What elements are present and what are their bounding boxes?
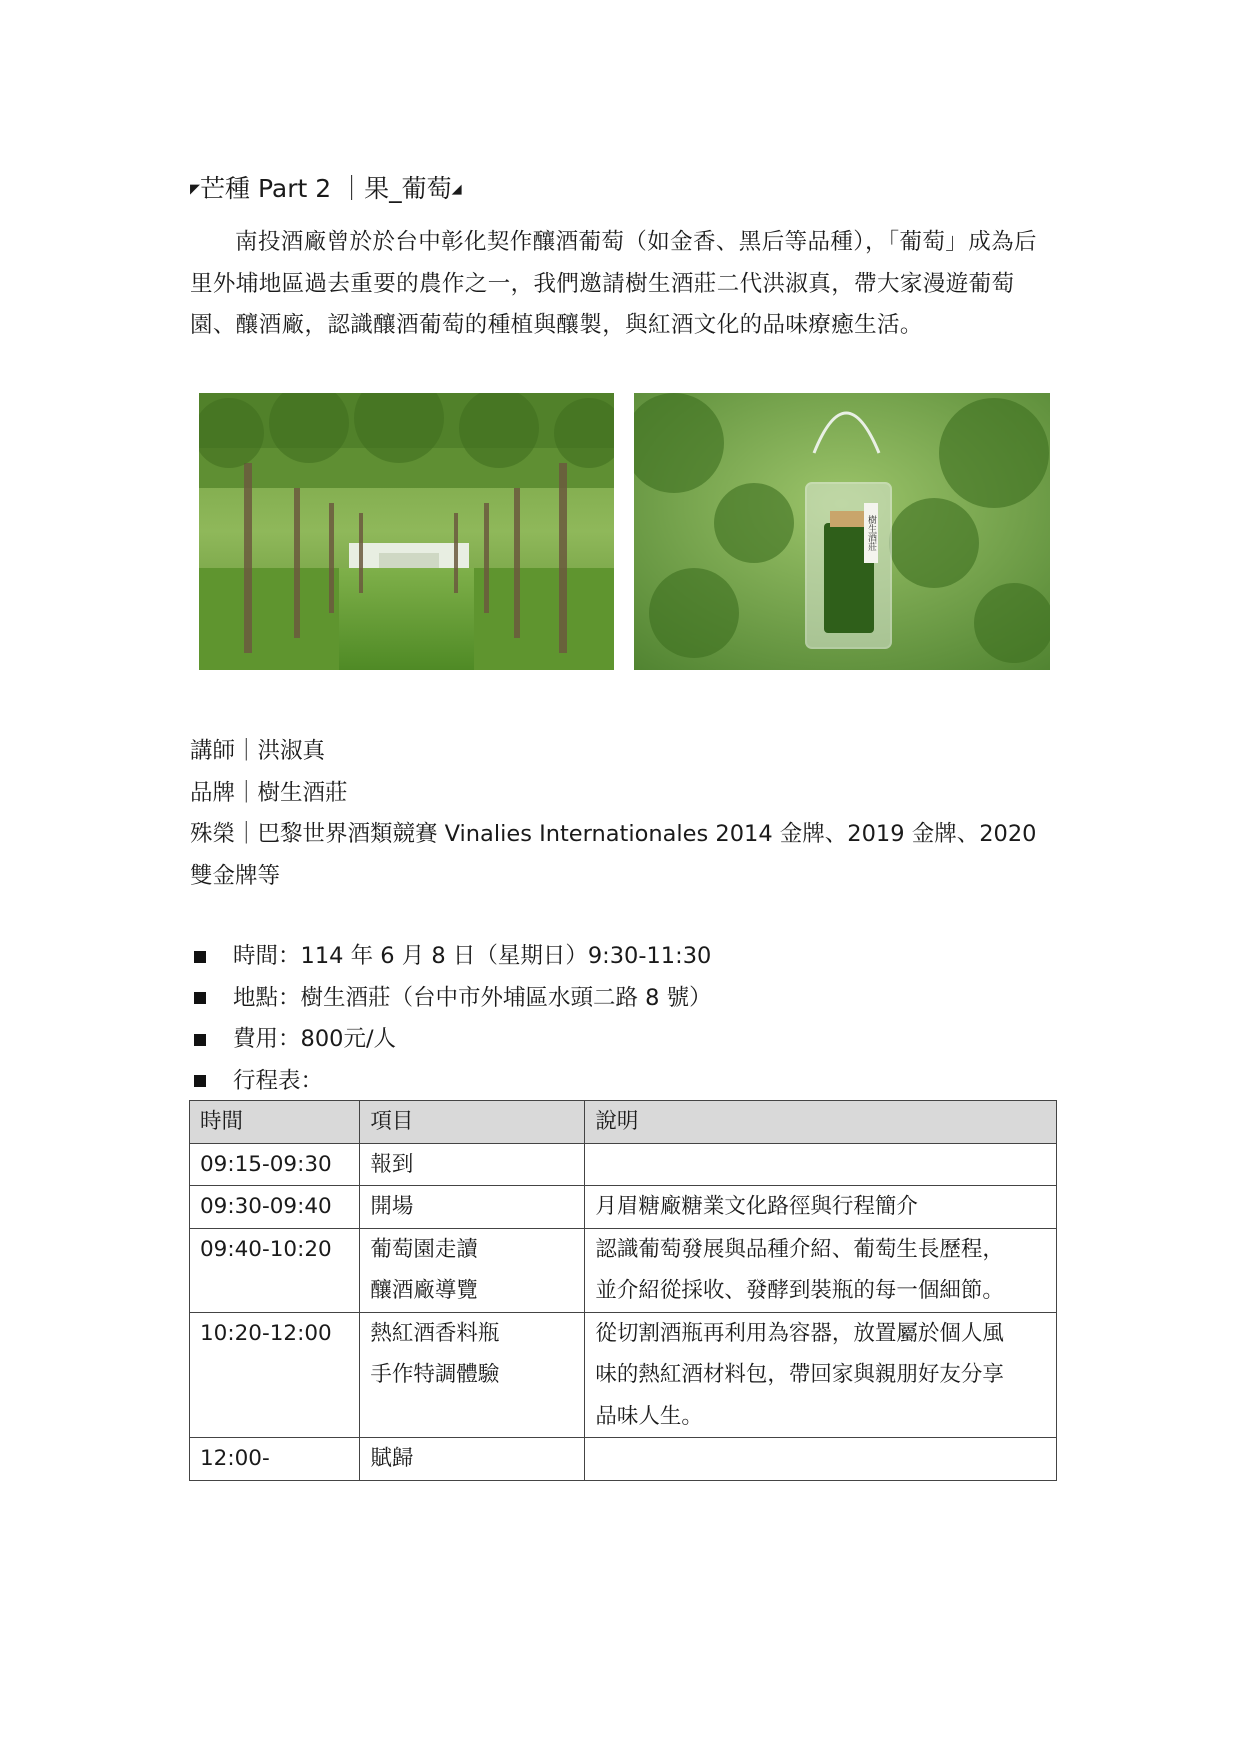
cell-description-line: 從切割酒瓶再利用為容器，放置屬於個人風 — [595, 1320, 1004, 1346]
cell-item — [360, 1143, 585, 1186]
square-bullet-icon — [194, 951, 206, 963]
cell-description — [585, 1186, 1057, 1229]
square-bullet-icon — [194, 1075, 206, 1087]
cell-item-line: 賦歸 — [370, 1446, 414, 1471]
cell-description-line: 並介紹從採收、發酵到裝瓶的每一個細節。 — [595, 1278, 1004, 1303]
cell-item-line: 熱紅酒香料瓶 — [370, 1320, 500, 1346]
cell-item-line: 報到 — [370, 1151, 414, 1177]
section-heading — [190, 172, 462, 207]
cell-time: 09:40-10:20 — [190, 1228, 360, 1312]
intro-paragraph: 南投酒廠曾於於台中彰化契作釀酒葡萄（如金香、黑后等品種），「葡萄」成為后里外埔地區過去重要的農作之一，我們邀請樹生酒莊二代洪淑真，帶大家漫遊葡萄園、釀酒廠，認識釀酒葡萄的種植與釀製，與紅酒文化的品味療癒生活。 — [190, 229, 1037, 338]
column-header-description: 說明 — [585, 1101, 1057, 1144]
list-item — [190, 1061, 1050, 1103]
table-header-row — [190, 1101, 1057, 1144]
cell-description-line: 味的熱紅酒材料包，帶回家與親朋好友分享 — [595, 1362, 1004, 1387]
table-row — [190, 1186, 1057, 1229]
heading-text: 芒種 Part 2 ｜果_葡萄 — [200, 174, 452, 203]
table-row — [190, 1438, 1057, 1481]
cell-description — [585, 1438, 1057, 1481]
cell-description — [585, 1228, 1057, 1312]
cell-item — [360, 1186, 585, 1229]
square-bullet-icon — [194, 992, 206, 1004]
cell-description-line: 月眉糖廠糖業文化路徑與行程簡介 — [595, 1194, 918, 1219]
cell-item-line: 開場 — [370, 1194, 414, 1219]
cell-description-line: 品味人生。 — [595, 1403, 703, 1429]
event-location: 地點：樹生酒莊（台中市外埔區水頭二路 8 號） — [233, 984, 712, 1011]
list-item — [190, 1019, 1050, 1061]
cell-description-line: 認識葡萄發展與品種介紹、葡萄生長歷程， — [595, 1236, 1004, 1262]
event-fee: 費用：800元/人 — [233, 1026, 397, 1052]
instructor-line: 講師｜洪淑真 — [190, 738, 326, 764]
square-bullet-icon — [194, 1034, 206, 1046]
honors-line: 殊榮｜巴黎世界酒類競賽 Vinalies Internationales 2014 金牌、2019 金牌、2020 雙金牌等 — [190, 821, 1037, 889]
table-row — [190, 1143, 1057, 1186]
cell-item — [360, 1438, 585, 1481]
schedule-table — [189, 1100, 1057, 1481]
list-item — [190, 978, 1050, 1020]
schedule-label: 行程表： — [233, 1067, 324, 1094]
cell-description — [585, 1143, 1057, 1186]
cell-description — [585, 1312, 1057, 1438]
cell-item — [360, 1228, 585, 1312]
vineyard-path-photo — [199, 393, 614, 670]
column-header-time: 時間 — [190, 1101, 360, 1144]
table-row — [190, 1228, 1057, 1312]
bottle-tag-text: 樹生酒莊 — [866, 515, 876, 551]
cell-time: 09:30-09:40 — [190, 1186, 360, 1229]
cell-time: 09:15-09:30 — [190, 1143, 360, 1186]
table-row — [190, 1312, 1057, 1438]
cell-item-line: 釀酒廠導覽 — [370, 1278, 478, 1303]
event-time: 時間：114 年 6 月 8 日（星期日）9:30-11:30 — [233, 943, 712, 969]
cell-item-line: 手作特調體驗 — [370, 1362, 500, 1387]
event-details-list — [190, 936, 1050, 1102]
instructor-info — [190, 731, 1050, 897]
cell-item — [360, 1312, 585, 1438]
left-corner-mark: ◤ — [190, 182, 200, 197]
cell-time: 12:00- — [190, 1438, 360, 1481]
spice-bottle-photo — [634, 393, 1050, 670]
brand-line: 品牌｜樹生酒莊 — [190, 779, 348, 806]
right-corner-mark: ◢ — [451, 182, 462, 197]
cell-item-line: 葡萄園走讀 — [370, 1236, 478, 1262]
list-item — [190, 936, 1050, 978]
cell-time: 10:20-12:00 — [190, 1312, 360, 1438]
column-header-item: 項目 — [360, 1101, 585, 1144]
